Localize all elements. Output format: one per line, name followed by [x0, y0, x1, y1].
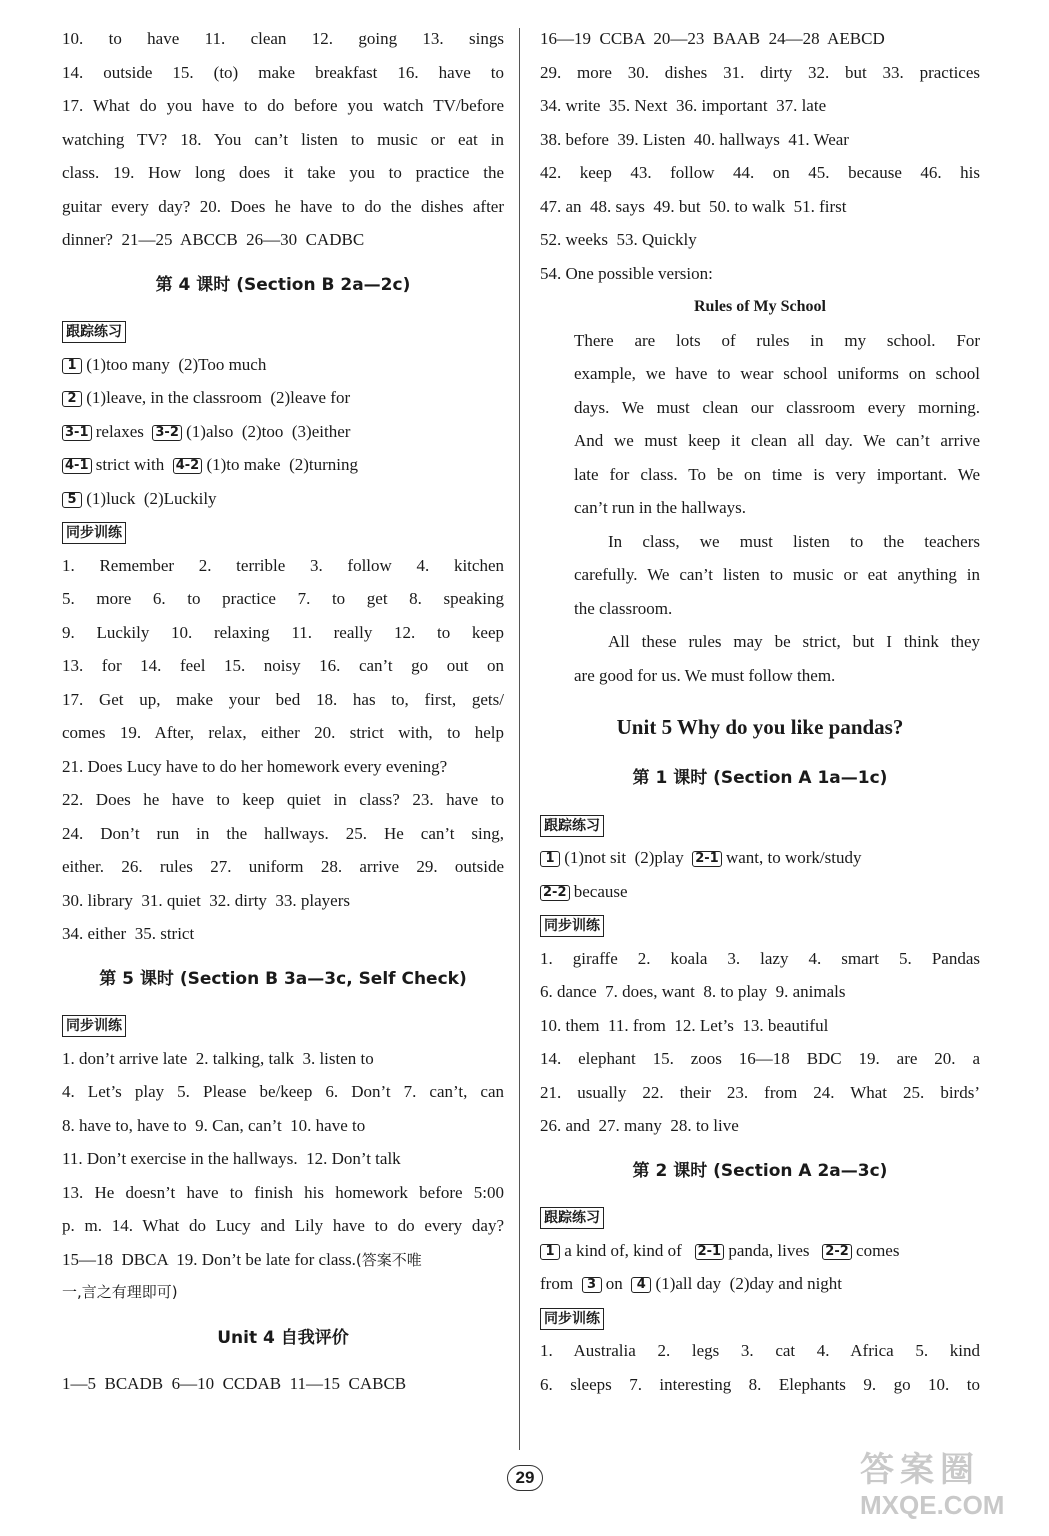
- answer-line: 34. write 35. Next 36. important 37. late: [540, 96, 827, 115]
- answer-line: 8. have to, have to 9. Can, can’t 10. have to: [62, 1115, 366, 1135]
- essay-line: days. We must clean our classroom every morning.: [574, 397, 980, 417]
- answer-line: 54. One possible version:: [540, 263, 713, 283]
- tracking-practice-tag: 跟踪练习: [62, 321, 126, 343]
- answer-line: 1. Remember 2. terrible 3. follow 4. kitchen: [62, 555, 504, 575]
- sync-training-tag: 同步训练: [540, 1308, 604, 1330]
- question-number-box: 3-2: [152, 425, 182, 441]
- watermark-url: MXQE.COM: [860, 1490, 1005, 1520]
- essay-line: late for class. To be on time is very important. We: [574, 464, 980, 484]
- tracking-practice-tag: 跟踪练习: [540, 815, 604, 837]
- answer-line: 47. an 48. says 49. but 50. to walk 51. first: [540, 196, 847, 216]
- answer-line: 10. them 11. from 12. Let’s 13. beautiful: [540, 1015, 829, 1035]
- lesson-5-heading: 第 5 课时 (Section B 3a—3c, Self Check): [99, 968, 467, 989]
- question-number-box: 2-2: [822, 1244, 852, 1260]
- question-number-box: 2: [62, 391, 82, 407]
- answer-line: 11. Don’t exercise in the hallways. 12. Don’t talk: [62, 1149, 401, 1168]
- answer-line: 6. dance 7. does, want 8. to play 9. animals: [540, 982, 846, 1001]
- answer-line: 5. more 6. to practice 7. to get 8. speaking: [62, 589, 504, 608]
- watermark: [860, 1450, 1040, 1530]
- answer-line: 17. Get up, make your bed 18. has to, first, gets/: [62, 689, 504, 709]
- right-column: [540, 22, 980, 1401]
- unit-5-title: Unit 5 Why do you like pandas?: [616, 715, 904, 739]
- essay-line: There are lots of rules in my school. For: [574, 330, 980, 350]
- answer-line: watching TV? 18. You can’t listen to music or eat in: [62, 129, 504, 149]
- essay-line: In class, we must listen to the teachers: [608, 531, 980, 551]
- answer-text: (1)leave, in the classroom (2)leave for: [86, 388, 351, 407]
- answer-text: a kind of, kind of: [564, 1240, 682, 1260]
- answer-line: class. 19. How long does it take you to practice the: [62, 163, 504, 182]
- lesson-1-heading: 第 1 课时 (Section A 1a—1c): [632, 768, 888, 788]
- answer-line: 13. for 14. feel 15. noisy 16. can’t go out on: [62, 656, 504, 675]
- answer-text: (1)too many (2)Too much: [86, 354, 267, 374]
- watermark-text: 答案圈: [860, 1450, 980, 1490]
- answer-text: (1)also (2)too (3)either: [186, 421, 351, 441]
- answer-note: 一,言之有理即可): [62, 1283, 178, 1301]
- question-number-box: 3: [582, 1277, 602, 1293]
- answer-line: [62, 1243, 504, 1277]
- answer-line: dinner? 21—25 ABCCB 26—30 CADBC: [62, 230, 365, 249]
- answer-line: 16—19 CCBA 20—23 BAAB 24—28 AEBCD: [540, 29, 885, 48]
- question-number-box: 4-1: [62, 458, 92, 474]
- essay-line: are good for us. We must follow them.: [574, 665, 836, 685]
- answer-line: 1. giraffe 2. koala 3. lazy 4. smart 5. Pandas: [540, 948, 980, 968]
- sync-training-tag: 同步训练: [540, 915, 604, 937]
- question-number-box: 2-1: [692, 851, 722, 867]
- answer-line: 30. library 31. quiet 32. dirty 33. players: [62, 890, 351, 910]
- answer-text: panda, lives: [728, 1240, 810, 1260]
- question-number-box: 1: [540, 851, 560, 867]
- question-number-box: 4: [631, 1277, 651, 1293]
- question-number-box: 1: [540, 1244, 560, 1260]
- answer-line: 13. He doesn’t have to finish his homework before 5:00: [62, 1182, 504, 1202]
- answer-text: want, to work/study: [725, 848, 862, 867]
- answer-line: 22. Does he have to keep quiet in class? 23. have to: [62, 790, 504, 809]
- answer-line: 9. Luckily 10. relaxing 11. really 12. to keep: [62, 622, 504, 642]
- essay-line: And we must keep it clean all day. We can’t arrive: [574, 431, 980, 450]
- answer-line: 17. What do you have to do before you watch TV/before: [62, 96, 504, 115]
- answer-text: relaxes: [95, 421, 144, 441]
- answer-line: [540, 1267, 980, 1301]
- question-number-box: 5: [62, 492, 82, 508]
- answer-line: 52. weeks 53. Quickly: [540, 230, 697, 249]
- answer-line: 34. either 35. strict: [62, 924, 195, 943]
- essay-line: All these rules may be strict, but I think they: [608, 632, 980, 651]
- answer-line: comes 19. After, relax, either 20. strict with, to help: [62, 723, 504, 742]
- answer-line: [62, 381, 504, 415]
- answer-text: because: [573, 881, 628, 901]
- answer-line: 4. Let’s play 5. Please be/keep 6. Don’t 7. can’t, can: [62, 1082, 504, 1101]
- page-number-text: 29: [507, 1465, 544, 1491]
- answer-line: 1. don’t arrive late 2. talking, talk 3. listen to: [62, 1048, 374, 1068]
- answer-line: [62, 348, 504, 382]
- answer-text: on: [605, 1274, 623, 1293]
- answer-line: either. 26. rules 27. uniform 28. arrive 29. outside: [62, 857, 504, 876]
- answer-text: (1)to make (2)turning: [206, 455, 359, 474]
- answer-line: 42. keep 43. follow 44. on 45. because 46. his: [540, 163, 980, 182]
- unit-4-self-evaluation-heading: Unit 4 自我评价: [217, 1327, 349, 1348]
- answer-line: 10. to have 11. clean 12. going 13. sings: [62, 29, 504, 48]
- answer-text: comes: [856, 1240, 900, 1260]
- page-number: [495, 1465, 555, 1493]
- answer-line: 14. outside 15. (to) make breakfast 16. have to: [62, 62, 504, 82]
- answer-line: 21. usually 22. their 23. from 24. What 25. birds’: [540, 1082, 980, 1102]
- answer-text: strict with: [95, 455, 165, 474]
- question-number-box: 4-2: [173, 458, 203, 474]
- question-number-box: 3-1: [62, 425, 92, 441]
- answer-line: 38. before 39. Listen 40. hallways 41. Wear: [540, 129, 849, 149]
- answer-text: (1)luck (2)Luckily: [86, 488, 217, 508]
- answer-line: [540, 875, 980, 909]
- answer-line: [540, 1234, 980, 1268]
- left-column: [62, 22, 504, 1401]
- sync-training-tag: 同步训练: [62, 1015, 126, 1037]
- answer-line: [62, 448, 504, 482]
- essay-line: carefully. We can’t listen to music or eat anything in: [574, 565, 980, 584]
- essay-title: Rules of My School: [694, 298, 826, 315]
- essay-line: can’t run in the hallways.: [574, 498, 747, 517]
- answer-text: 15—18 DBCA 19. Don’t be late for class.: [62, 1249, 356, 1269]
- essay-line: example, we have to wear school uniforms on school: [574, 364, 980, 383]
- question-number-box: 1: [62, 358, 82, 374]
- lesson-4-heading: 第 4 课时 (Section B 2a—2c): [155, 274, 411, 295]
- answer-line: 24. Don’t run in the hallways. 25. He can’t sing,: [62, 823, 504, 843]
- sync-training-tag: 同步训练: [62, 522, 126, 544]
- answer-line: [62, 482, 504, 516]
- lesson-2-heading: 第 2 课时 (Section A 2a—3c): [632, 1160, 888, 1181]
- answer-line: 26. and 27. many 28. to live: [540, 1116, 739, 1135]
- answer-line: 6. sleeps 7. interesting 8. Elephants 9. go 10. to: [540, 1374, 980, 1394]
- answer-line: [540, 841, 980, 875]
- answer-line: 1—5 BCADB 6—10 CCDAB 11—15 CABCB: [62, 1374, 407, 1393]
- answer-line: 14. elephant 15. zoos 16—18 BDC 19. are 20. a: [540, 1049, 980, 1068]
- answer-note: (答案不唯: [355, 1250, 422, 1269]
- essay-line: the classroom.: [574, 598, 673, 618]
- answer-line: 29. more 30. dishes 31. dirty 32. but 33. practices: [540, 62, 980, 82]
- answer-text: (1)all day (2)day and night: [655, 1274, 843, 1293]
- answer-line: 1. Australia 2. legs 3. cat 4. Africa 5. kind: [540, 1341, 980, 1360]
- tracking-practice-tag: 跟踪练习: [540, 1207, 604, 1229]
- question-number-box: 2-1: [695, 1244, 725, 1260]
- answer-line: 21. Does Lucy have to do her homework every evening?: [62, 756, 448, 776]
- column-divider: [519, 28, 520, 1450]
- answer-line: [62, 415, 504, 449]
- answer-line: p. m. 14. What do Lucy and Lily have to do every day?: [62, 1216, 504, 1235]
- answer-text: from: [540, 1274, 574, 1293]
- answer-line: guitar every day? 20. Does he have to do the dishes after: [62, 196, 504, 216]
- question-number-box: 2-2: [540, 885, 570, 901]
- answer-text: (1)not sit (2)play: [564, 848, 684, 867]
